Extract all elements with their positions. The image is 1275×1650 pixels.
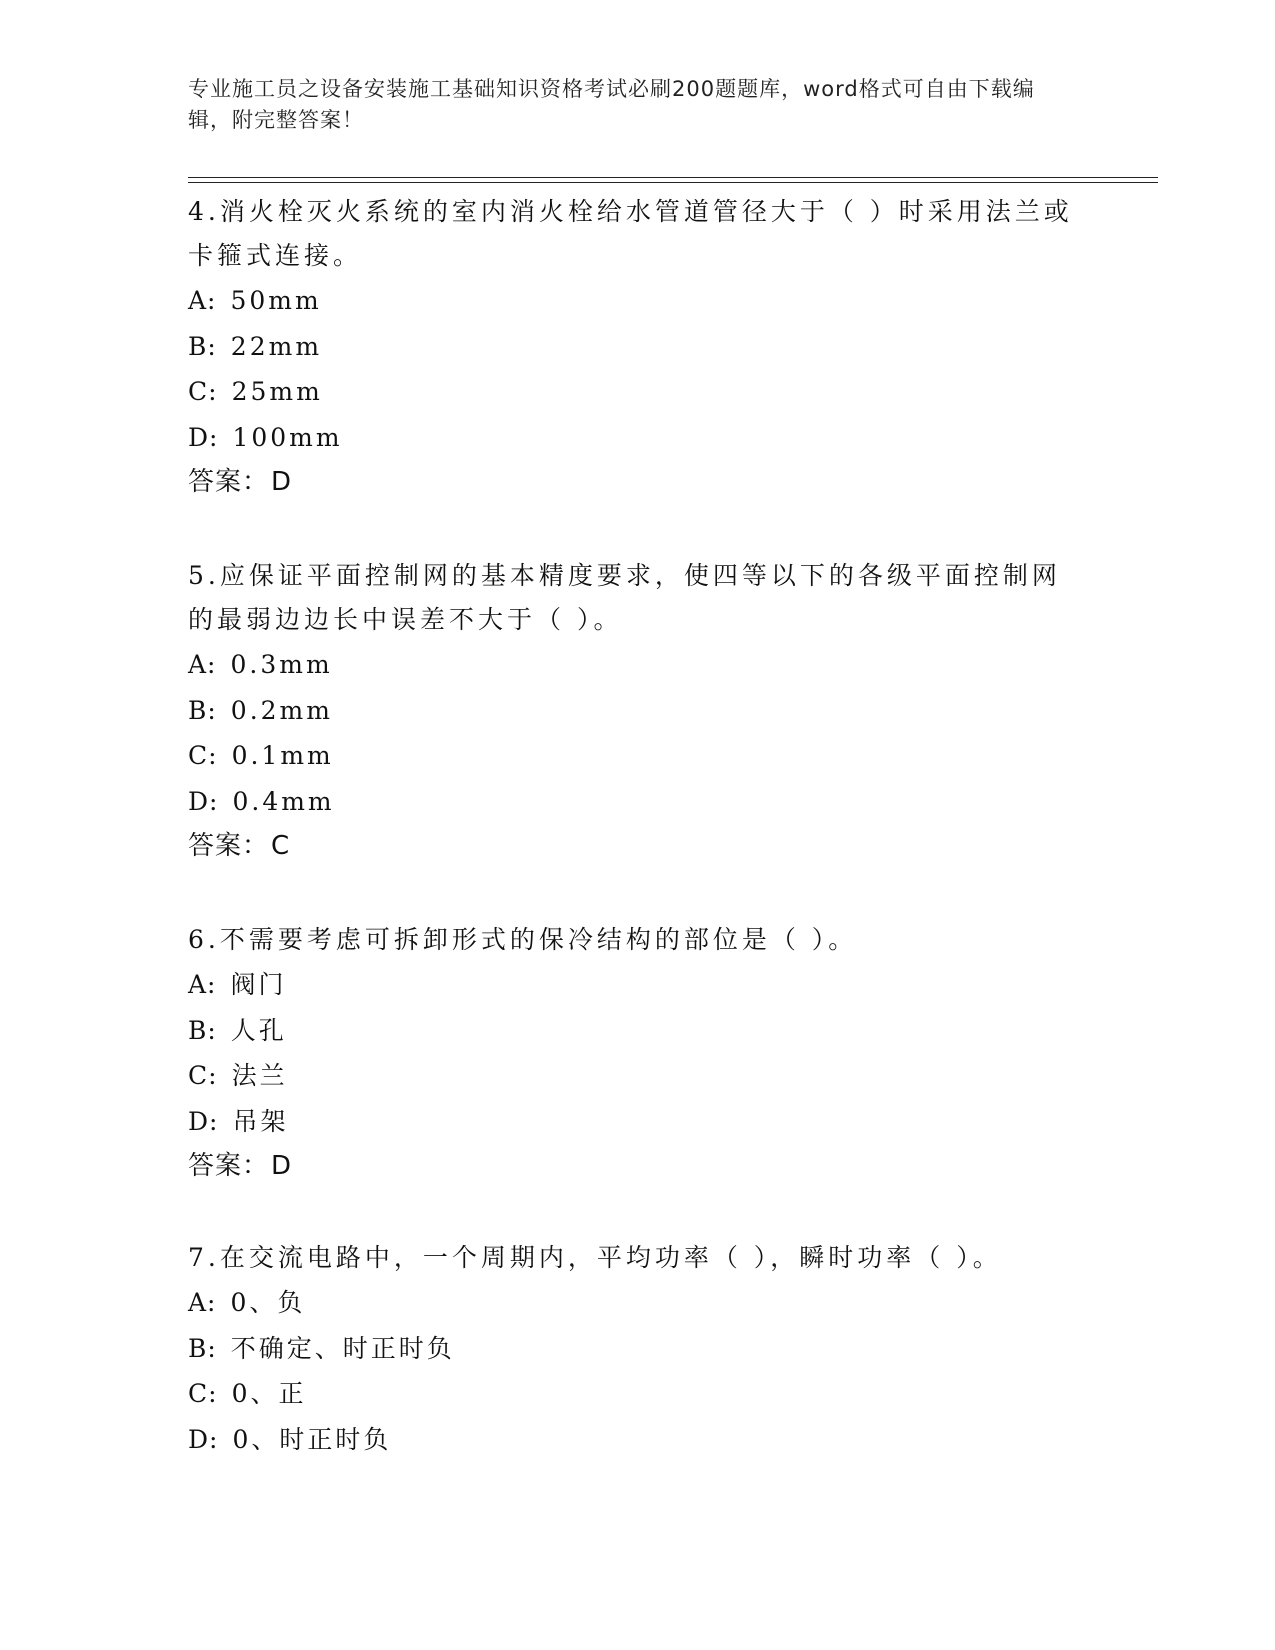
answer-line [188,460,1088,504]
option-letter: C: [188,1061,218,1090]
option-d [188,1099,1088,1145]
header-divider-bottom [188,182,1158,183]
answer-value: D [271,1151,293,1181]
option-text: 0.1mm [231,741,334,770]
option-text: 0、正 [231,1379,307,1408]
question-text: 6.不需要考虑可拆卸形式的保冷结构的部位是（ ）。 [188,925,858,954]
option-text: 法兰 [231,1061,288,1090]
option-text: 吊架 [232,1106,289,1136]
option-text: 100mm [232,422,343,452]
answer-label: 答案： [188,831,270,861]
question-4 [188,190,1088,504]
option-c [188,1371,1088,1417]
question-text: 5.应保证平面控制网的基本精度要求，使四等以下的各级平面控制网的最弱边边长中误差不大于（ ）。 [188,561,1061,634]
option-a [188,278,1088,324]
option-b [188,324,1088,370]
option-letter: A: [188,1288,217,1317]
option-letter: B: [188,1015,217,1045]
option-b [188,688,1088,734]
option-text: 0.4mm [232,786,335,816]
question-5 [188,554,1088,868]
option-text: 阀门 [230,970,287,999]
option-text: 22mm [230,331,323,361]
option-c [188,1053,1088,1099]
answer-label: 答案： [188,1151,270,1181]
option-letter: A: [188,286,217,315]
option-text: 不确定、时正时负 [230,1333,455,1363]
answer-line [188,824,1088,868]
option-letter: D: [188,422,219,452]
option-a [188,1280,1088,1326]
option-text: 人孔 [230,1015,287,1045]
option-letter: D: [188,1424,219,1454]
option-letter: B: [188,1333,217,1363]
option-a [188,642,1088,688]
option-b [188,1326,1088,1372]
option-text: 0.3mm [230,650,333,679]
option-letter: D: [188,1106,219,1136]
option-letter: D: [188,786,219,816]
option-a [188,962,1088,1008]
question-7 [188,1236,1088,1462]
question-text: 4.消火栓灭火系统的室内消火栓给水管道管径大于（ ）时采用法兰或卡箍式连接。 [188,197,1073,270]
document-header: 专业施工员之设备安装施工基础知识资格考试必刷200题题库，word格式可自由下载编辑，附完整答案！ [188,77,1035,132]
option-letter: B: [188,331,217,361]
option-letter: A: [188,970,217,999]
option-b [188,1008,1088,1054]
option-c [188,369,1088,415]
option-letter: A: [188,650,217,679]
question-text: 7.在交流电路中，一个周期内，平均功率（ ），瞬时功率（ ）。 [188,1243,1002,1272]
option-d [188,1417,1088,1463]
question-6 [188,918,1088,1188]
option-letter: C: [188,377,218,406]
answer-value: C [271,831,291,861]
option-text: 0.2mm [230,695,333,725]
option-text: 50mm [230,286,322,315]
answer-label: 答案： [188,467,270,497]
option-text: 0、负 [230,1288,306,1317]
option-text: 25mm [231,377,323,406]
option-text: 0、时正时负 [232,1424,392,1454]
option-letter: B: [188,695,217,725]
option-letter: C: [188,1379,218,1408]
option-d [188,779,1088,825]
answer-value: D [271,467,293,497]
option-d [188,415,1088,461]
header-divider-top [188,177,1158,178]
option-letter: C: [188,741,218,770]
answer-line [188,1144,1088,1188]
option-c [188,733,1088,779]
